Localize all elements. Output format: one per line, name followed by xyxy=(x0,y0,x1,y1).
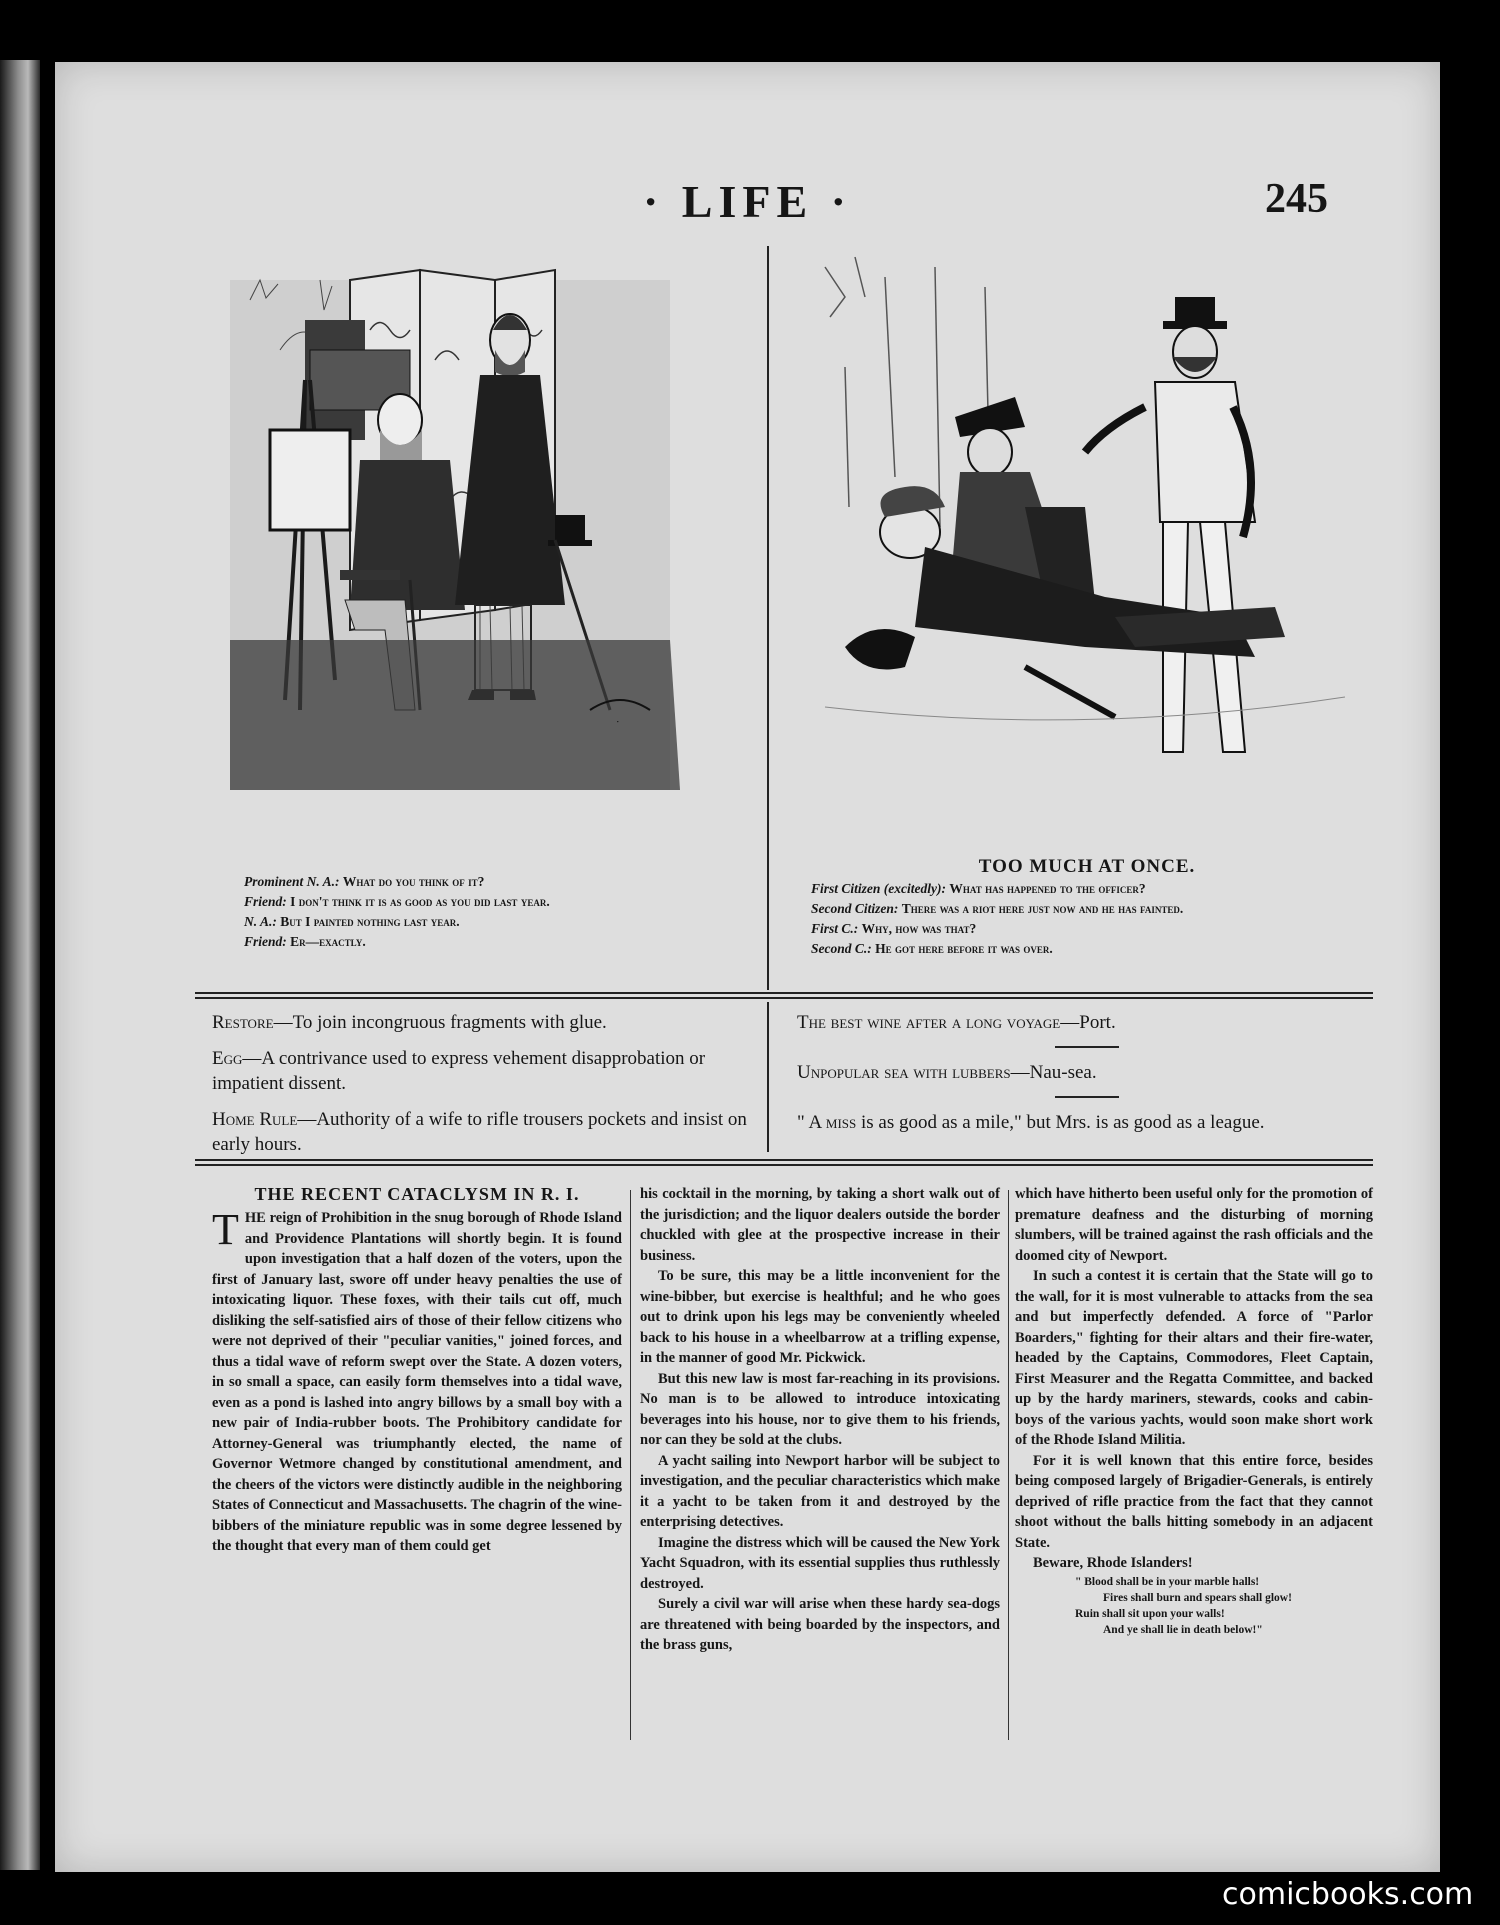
caption-line xyxy=(230,932,758,952)
divider-rule xyxy=(195,997,1373,999)
column-separator xyxy=(1008,1190,1009,1740)
caption-line xyxy=(797,939,1377,959)
caption-text: What do you think of it? xyxy=(342,874,485,889)
article-paragraph: For it is well known that this entire force, besides being composed largely of Brigadier-Generals, is entirely deprived of rifle practice from the fact that they cannot shoot without the balls hitting somebody in an adjacent State. xyxy=(1015,1452,1373,1551)
caption-speaker: N. A.: xyxy=(244,914,277,929)
definition-text: —To join incongruous fragments with glue. xyxy=(273,1012,607,1033)
left-cartoon-caption xyxy=(230,872,758,952)
caption-text: But I painted nothing last year. xyxy=(280,914,460,929)
poem-line: And ye shall lie in death below!" xyxy=(1103,1623,1263,1636)
definition-term: Home Rule xyxy=(212,1109,298,1130)
poem-line: Fires shall burn and spears shall glow! xyxy=(1103,1591,1292,1604)
joke-text: is as good as a mile," but Mrs. is as good as a league. xyxy=(856,1112,1265,1133)
caption-speaker: Friend: xyxy=(244,934,287,949)
column-separator xyxy=(630,1190,631,1740)
caption-line xyxy=(797,899,1377,919)
caption-text: What has happened to the officer? xyxy=(949,881,1146,896)
caption-speaker: First Citizen (excitedly): xyxy=(811,881,946,896)
definition-item xyxy=(212,1046,762,1096)
caption-speaker: First C.: xyxy=(811,921,859,936)
joke-item xyxy=(797,1110,1372,1135)
studio-illustration xyxy=(210,240,750,810)
article-column-2 xyxy=(640,1184,1000,1656)
joke-item xyxy=(797,1010,1372,1035)
caption-text: There was a riot here just now and he has fainted. xyxy=(901,901,1184,916)
cartoon-title: TOO MUCH AT ONCE. xyxy=(978,856,1196,877)
divider-rule xyxy=(195,1164,1373,1166)
fainted-officer-illustration xyxy=(785,247,1375,807)
joke-text: —Port. xyxy=(1060,1012,1116,1033)
caption-speaker: Second C.: xyxy=(811,941,872,956)
definition-item xyxy=(212,1107,762,1157)
caption-line xyxy=(230,872,758,892)
short-rule xyxy=(1055,1096,1119,1098)
article-paragraph: To be sure, this may be a little inconvenient for the wine-bibber, but exercise is healthful; and he who goes out to drink upon his legs may be conveniently wheeled back to his house in a wheelbarrow at a trifling expense, in the manner of good Mr. Pickwick. xyxy=(640,1268,1000,1366)
article-paragraph: In such a contest it is certain that the State will go to the wall, for it is most vulnerable to attacks from the sea and but imperfectly defended. A force of "Parlor Boarders," fighting for their altars and their fire-water, headed by the Captains, Commodores, Fleet Captain, First Measurer and the Regatta Committee, and backed up by the hardy mariners, stewards, cooks and cabin-boys of the various yachts, would soon make short work of the Rhode Island Militia. xyxy=(1015,1268,1373,1448)
definition-term: Restore xyxy=(212,1012,274,1033)
caption-speaker: Second Citizen: xyxy=(811,901,899,916)
joke-lead: The best wine after a long voyage xyxy=(797,1012,1061,1033)
definition-term: Egg xyxy=(212,1048,243,1069)
poem-line: " Blood shall be in your marble halls! xyxy=(1075,1575,1260,1588)
definitions-left xyxy=(212,1010,762,1168)
caption-line xyxy=(230,892,758,912)
article-paragraph: Imagine the distress which will be caused the New York Yacht Squadron, with its essential supplies thus ruthlessly destroyed. xyxy=(640,1534,1000,1592)
article-column-1 xyxy=(212,1184,622,1557)
divider-rule xyxy=(195,992,1373,994)
article-heading: THE RECENT CATACLYSM IN R. I. xyxy=(254,1184,580,1204)
page-number: 245 xyxy=(1265,176,1328,222)
article-paragraph: Surely a civil war will arise when these hardy sea-dogs are threatened with being boarded by the inspectors, and the brass guns, xyxy=(640,1596,1000,1653)
jokes-right xyxy=(797,1010,1372,1146)
caption-line xyxy=(230,912,758,932)
joke-text: —Nau-sea. xyxy=(1010,1062,1097,1083)
article-paragraph: which have hitherto been useful only for the promotion of premature deafness and the disturbing of morning slumbers, will be trained against the rash officials and the doomed city of Newport. xyxy=(1015,1186,1373,1264)
article-paragraph xyxy=(212,1205,622,1557)
caption-text: I don't think it is as good as you did last year. xyxy=(290,894,550,909)
right-cartoon-caption xyxy=(797,857,1377,959)
column-divider-top xyxy=(767,246,769,990)
caption-text: Er—exactly. xyxy=(290,934,366,949)
svg-text:·: · xyxy=(612,717,625,727)
poem-excerpt xyxy=(1075,1574,1373,1638)
magazine-page xyxy=(55,62,1440,1872)
definition-item xyxy=(212,1010,762,1035)
definition-text: —A contrivance used to express vehement disapprobation or impatient dissent. xyxy=(212,1048,706,1094)
caption-speaker: Friend: xyxy=(244,894,287,909)
joke-lead: " A miss xyxy=(797,1112,857,1133)
divider-rule xyxy=(195,1159,1373,1161)
poem-line: Ruin shall sit upon your walls! xyxy=(1075,1607,1225,1620)
caption-text: Why, how was that? xyxy=(861,921,977,936)
site-watermark: comicbooks.com xyxy=(1222,1877,1474,1912)
adjacent-page-edge xyxy=(0,60,40,1870)
masthead: · LIFE · xyxy=(642,176,853,227)
caption-speaker: Prominent N. A.: xyxy=(244,874,340,889)
article-text: HE reign of Prohibition in the snug borough of Rhode Island and Providence Plantations will shortly begin. It is found upon investigation that a half dozen of the voters, upon the first of January last, swore off under heavy penalties the use of intoxicating liquor. These foxes, with their tails cut off, much disliking the self-satisfied airs of those of their fellow citizens who were not deprived of their "peculiar vanities," joined forces, and thus a tidal wave of reform swept over the State. A dozen voters, in so small a space, can easily form themselves into a tidal wave, even as a pond is lashed into angry billows by a small boy with a new pair of India-rubber boots. The Prohibitory candidate for Attorney-General was triumphantly elected, the name of Governor Wetmore changed by constitutional amendment, and the cheers of the victors were distinctly audible in the neighboring States of Connecticut and Massachusetts. The chagrin of the wine-bibbers of the miniature republic was in some degree lessened by the thought that every man of them could get xyxy=(212,1210,622,1554)
column-divider-middle xyxy=(767,1002,769,1152)
joke-lead: Unpopular sea with lubbers xyxy=(797,1062,1011,1083)
short-rule xyxy=(1055,1046,1119,1048)
joke-item xyxy=(797,1060,1372,1085)
definition-text: —Authority of a wife to rifle trousers pockets and insist on early hours. xyxy=(212,1109,747,1155)
drop-cap: T xyxy=(212,1205,239,1254)
article-paragraph: his cocktail in the morning, by taking a short walk out of the jurisdiction; and the liquor dealers outside the border chuckled with glee at the prospective increase in their business. xyxy=(640,1186,1000,1264)
article-paragraph: But this new law is most far-reaching in its provisions. No man is to be allowed to introduce intoxicating beverages into his house, nor to give them to his friends, nor can they be sold at the clubs. xyxy=(640,1370,1000,1448)
article-paragraph: A yacht sailing into Newport harbor will be subject to investigation, and the peculiar characteristics which make it a yacht to be taken from it and destroyed by the enterprising detectives. xyxy=(640,1452,1000,1530)
article-column-3 xyxy=(1015,1184,1373,1638)
caption-line xyxy=(797,919,1377,939)
article-paragraph: Beware, Rhode Islanders! xyxy=(1033,1555,1193,1571)
caption-text: He got here before it was over. xyxy=(875,941,1053,956)
caption-line xyxy=(797,879,1377,899)
